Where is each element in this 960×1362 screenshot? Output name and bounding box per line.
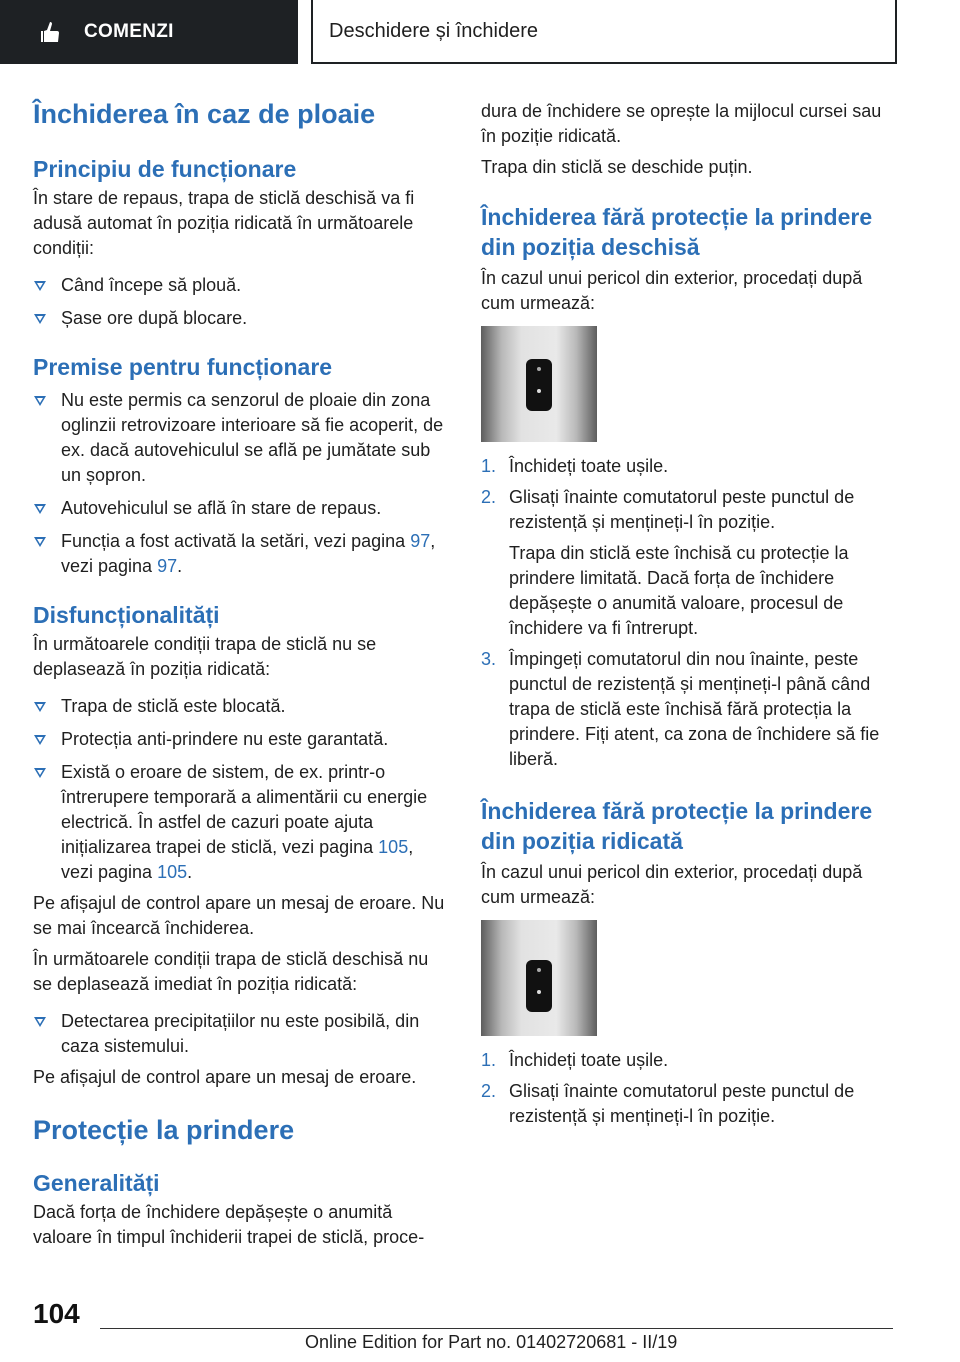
hand-pointer-icon (40, 20, 62, 44)
footer-divider (100, 1328, 893, 1329)
heading-general: Generalități (33, 1170, 160, 1196)
chapter-title: Deschidere și închidere (329, 19, 538, 42)
paragraph: În cazul unui pericol din exterior, procedați după cum urmează: (481, 862, 863, 907)
list-item (33, 694, 447, 719)
step-text: Închideți toate ușile. (509, 456, 669, 476)
heading-pinch-protection: Protecție la prindere (33, 1115, 295, 1145)
edition-text: Online Edition for Part no. 01402720681 - II/19 (305, 1332, 678, 1352)
heading-prerequisites: Premise pentru funcționare (33, 354, 333, 380)
step-number: 3. (481, 649, 497, 669)
list-item-text: Șase ore după blocare. (61, 308, 248, 328)
list-item (33, 306, 447, 331)
left-column (33, 98, 447, 1250)
heading-close-raised: Închiderea fără protecție la prindere din poziția ridicată (481, 798, 873, 854)
list-item-text: . (187, 862, 193, 882)
switch-image (481, 326, 597, 442)
bullet-list (33, 273, 447, 331)
paragraph: În stare de repaus, trapa de sticlă deschisă va fi adusă automat în poziția ridicată în următoarele condiții: (33, 188, 415, 258)
bullet-list (33, 694, 447, 885)
step-text: Glisați înainte comutatorul peste punctul de rezistență și mențineți-l în poziție. (509, 1081, 855, 1126)
list-item-text: , vezi pagina (61, 531, 436, 576)
step-text: Glisați înainte comutatorul peste punctul de rezistență și mențineți-l în poziție. (509, 487, 855, 532)
step-number: 1. (481, 1050, 497, 1070)
paragraph: Trapa din sticlă se deschide puțin. (481, 157, 753, 177)
triangle-bullet-icon (34, 396, 46, 406)
numbered-list (481, 454, 893, 772)
triangle-bullet-icon (34, 702, 46, 712)
list-item (481, 647, 893, 772)
step-text: Închideți toate ușile. (509, 1050, 669, 1070)
page-number: 104 (33, 1298, 80, 1329)
triangle-bullet-icon (34, 314, 46, 324)
list-item-text: Protecția anti-prindere nu este garantată. (61, 729, 389, 749)
list-item-text: . (177, 556, 183, 576)
list-item (33, 1009, 447, 1059)
step-number: 1. (481, 456, 497, 476)
list-item-text: Nu este permis ca senzorul de ploaie din zona oglinzii retrovizoare interioare să fie acoperit, de ex. dacă autovehiculul se află pe jumătate sub un șopron. (61, 390, 444, 485)
list-item (481, 1079, 893, 1129)
list-item-text: Funcția a fost activată la setări, vezi pagina (61, 531, 411, 551)
triangle-bullet-icon (34, 537, 46, 547)
list-item (33, 388, 447, 488)
list-item-text: , vezi pagina (61, 837, 414, 882)
heading-close-open: Închiderea fără protecție la prindere din poziția deschisă (481, 204, 873, 260)
bullet-list (33, 1009, 447, 1059)
step-note: Trapa din sticlă este închisă cu protecție la prindere limitată. Dacă forța de închidere depășește o anumită valoare, procesul de închidere va fi întrerupt. (509, 543, 849, 638)
page-link[interactable]: 97 (410, 531, 431, 551)
paragraph: În cazul unui pericol din exterior, procedați după cum urmează: (481, 268, 863, 313)
heading-closing-rain: Închiderea în caz de ploaie (33, 99, 376, 129)
list-item (481, 1048, 893, 1073)
list-item (481, 454, 893, 479)
list-item (33, 760, 447, 885)
triangle-bullet-icon (34, 281, 46, 291)
list-item-text: Trapa de sticlă este blocată. (61, 696, 286, 716)
paragraph: dura de închidere se oprește la mijlocul cursei sau în poziție ridicată. (481, 101, 882, 146)
chapter-tab (311, 0, 897, 64)
paragraph: În următoarele condiții trapa de sticlă nu se deplasează în poziția ridicată: (33, 634, 377, 679)
triangle-bullet-icon (34, 504, 46, 514)
list-item (33, 273, 447, 298)
paragraph: Dacă forța de închidere depășește o anumită valoare în timpul închiderii trapei de sticlă, proce- (33, 1202, 425, 1247)
paragraph: Pe afișajul de control apare un mesaj de eroare. (33, 1067, 417, 1087)
section-tab (0, 0, 298, 64)
bullet-list (33, 388, 447, 579)
numbered-list (481, 1048, 893, 1129)
paragraph: În următoarele condiții trapa de sticlă deschisă nu se deplasează imediat în poziția ridicată: (33, 949, 429, 994)
step-number: 2. (481, 1081, 497, 1101)
section-label: COMENZI (84, 21, 174, 42)
page-link[interactable]: 105 (157, 862, 188, 882)
list-item-text: Detectarea precipitațiilor nu este posibilă, din caza sistemului. (61, 1011, 420, 1056)
list-item (33, 496, 447, 521)
switch-image (481, 920, 597, 1036)
list-item (33, 529, 447, 579)
heading-principle: Principiu de funcționare (33, 156, 297, 182)
page-link[interactable]: 97 (157, 556, 178, 576)
right-column (481, 99, 893, 1129)
list-item (481, 485, 893, 641)
list-item-text: Când începe să plouă. (61, 275, 242, 295)
list-item-text: Există o eroare de sistem, de ex. printr-o întrerupere temporară a alimentării cu energie electrică. În astfel de cazuri poate ajuta inițializarea trapei de sticlă, vezi pagina (61, 762, 428, 857)
step-text: Împingeți comutatorul din nou înainte, peste punctul de rezistență și mențineți-l până când trapa de sticlă este închisă fără protecția la prindere. Fiți atent, ca zona de închidere să fie liberă. (509, 649, 880, 769)
step-number: 2. (481, 487, 497, 507)
triangle-bullet-icon (34, 1017, 46, 1027)
triangle-bullet-icon (34, 735, 46, 745)
page-link[interactable]: 105 (378, 837, 409, 857)
list-item (33, 727, 447, 752)
paragraph: Pe afișajul de control apare un mesaj de eroare. Nu se mai încearcă închiderea. (33, 893, 445, 938)
heading-malfunctions: Disfuncționalități (33, 602, 220, 628)
triangle-bullet-icon (34, 768, 46, 778)
list-item-text: Autovehiculul se află în stare de repaus. (61, 498, 382, 518)
